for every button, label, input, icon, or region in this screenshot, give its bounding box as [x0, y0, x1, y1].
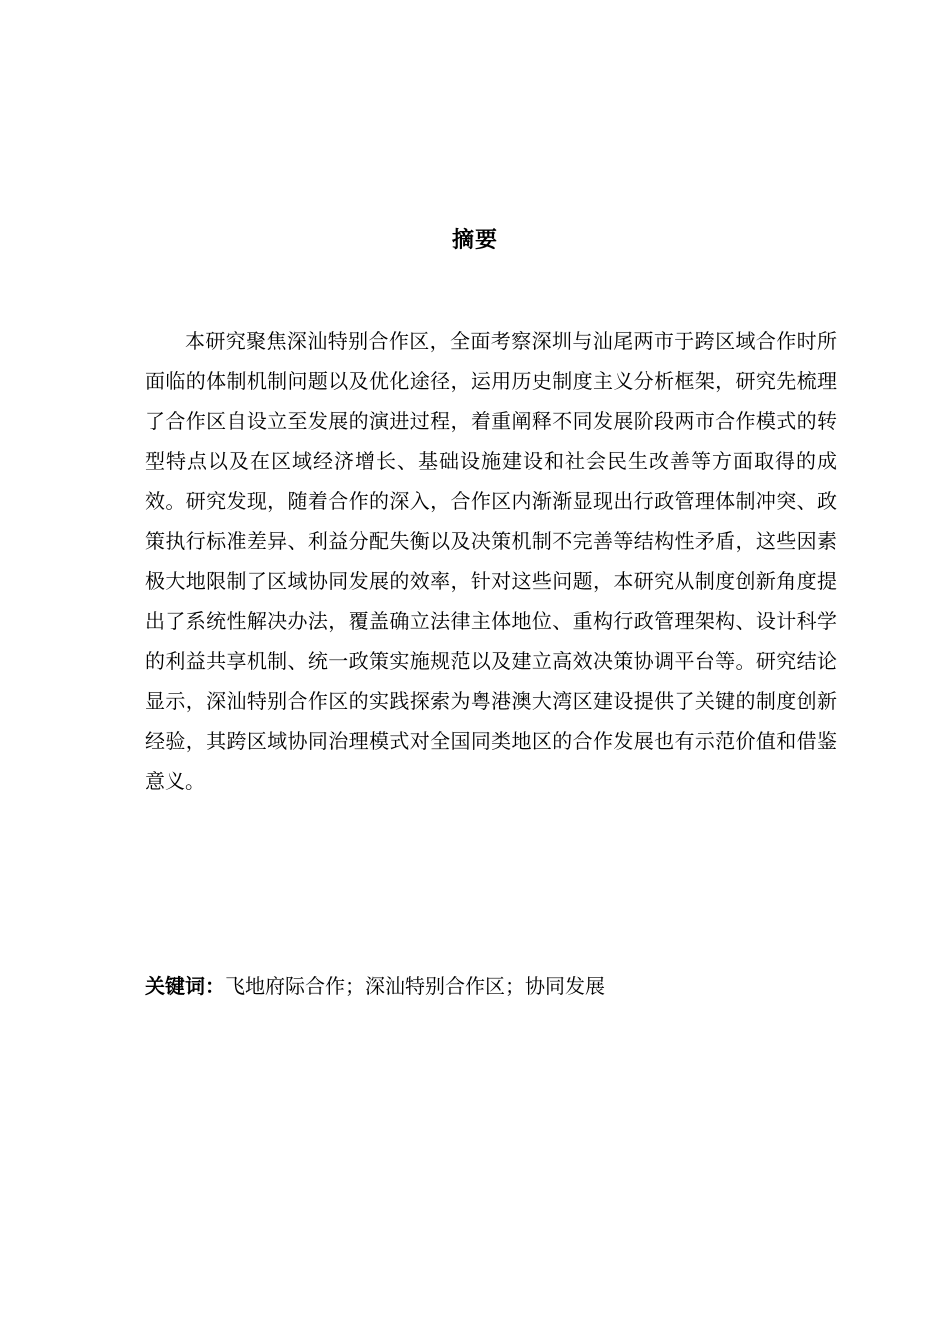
- keywords-line: [145, 968, 837, 1004]
- abstract-title: 摘要: [451, 228, 498, 253]
- keywords-text: 飞地府际合作；深汕特别合作区；协同发展: [225, 974, 605, 998]
- abstract-body: 本研究聚焦深汕特别合作区，全面考察深圳与汕尾两市于跨区域合作时所面临的体制机制问题以及优化途径，运用历史制度主义分析框架，研究先梳理了合作区自设立至发展的演进过程，着重阐释不同发展阶段两市合作模式的转型特点以及在区域经济增长、基础设施建设和社会民生改善等方面取得的成效。研究发现，随着合作的深入，合作区内渐渐显现出行政管理体制冲突、政策执行标准差异、利益分配失衡以及决策机制不完善等结构性矛盾，这些因素极大地限制了区域协同发展的效率，针对这些问题，本研究从制度创新角度提出了系统性解决办法，覆盖确立法律主体地位、重构行政管理架构、设计科学的利益共享机制、统一政策实施规范以及建立高效决策协调平台等。研究结论显示，深汕特别合作区的实践探索为粤港澳大湾区建设提供了关键的制度创新经验，其跨区域协同治理模式对全国同类地区的合作发展也有示范价值和借鉴意义。: [145, 329, 837, 793]
- keywords-label: 关键词：: [145, 974, 225, 998]
